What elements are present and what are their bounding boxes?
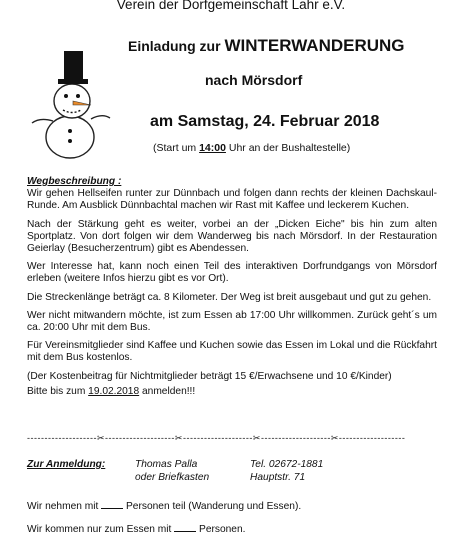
contact-name: Thomas Palla [135,459,198,470]
start-time: 14:00 [199,142,226,154]
cut-line: --------------------✂--------------------✂--------------------✂--------------------✂------------------- [27,433,406,443]
invitation-title [128,36,405,56]
dinner-prefix: Wir kommen nur zum Essen mit [27,524,175,535]
start-suffix: Uhr an der Bushaltestelle) [225,142,351,154]
registration-phone [250,459,323,484]
paragraph-3: Wer Interesse hat, kann noch einen Teil des interaktiven Dorfrundgangs von Mörsdorf erleben (weitere Infos hierzu gibt es vor Ort). [27,261,437,285]
paragraph-5: Wer nicht mitwandern möchte, ist zum Essen ab 17:00 Uhr willkommen. Zurück geht´s um ca. 20:00 Uhr mit dem Bus. [27,309,437,334]
destination: nach Mörsdorf [205,72,303,88]
dinner-blank[interactable] [174,522,196,532]
participation-line [27,499,301,512]
deadline-suffix: anmelden!!! [139,385,196,397]
participants-blank[interactable] [101,499,123,509]
org-header: Verein der Dorfgemeinschaft Lahr e.V. [116,0,346,12]
route-description [27,176,437,404]
route-heading: Wegbeschreibung : [27,176,122,187]
start-info [153,142,350,154]
deadline-prefix: Bitte bis zum [27,385,89,397]
address: Hauptstr. 71 [250,471,306,483]
paragraph-7: (Der Kostenbeitrag für Nichtmitglieder beträgt 15 €/Erwachsene und 10 €/Kinder) [27,370,392,382]
registration-label: Zur Anmeldung: [27,459,106,470]
invitation-prefix: Einladung zur [128,38,225,54]
paragraph-2: Nach der Stärkung geht es weiter, vorbei an der „Dicken Eiche" bis hin zum alten Sportplatz. Von dort folgen wir dem Wanderweg bis nach Mörsdorf. In der Restauration Geierlay (Besucherzentrum) gibt es Abendessen. [27,218,437,255]
paragraph-6: Für Vereinsmitglieder sind Kaffee und Kuchen sowie das Essen im Lokal und die Rückfahrt mit dem Bus kostenlos. [27,340,437,364]
deadline-date: 19.02.2018 [88,385,140,397]
participation-prefix: Wir nehmen mit [27,501,102,512]
registration-contact [135,459,209,484]
snowman-illustration [24,33,124,163]
contact-alt: oder Briefkasten [135,471,210,483]
event-date: am Samstag, 24. Februar 2018 [150,113,380,130]
paragraph-1: Wir gehen Hellseifen runter zur Dünnbach und folgen dann rechts der kleinen Dachskaul-Runde. Am Ausblick Dünnbachtal machen wir Rast mit Kaffee und leckerem Kuchen. [27,188,437,212]
paragraph-8 [27,386,437,398]
phone-number: Tel. 02672-1881 [250,459,324,470]
paragraph-4: Die Streckenlänge beträgt ca. 8 Kilometer. Der Weg ist breit ausgebaut und gut zu gehen. [27,291,432,303]
dinner-suffix: Personen. [196,524,246,535]
event-name: WINTERWANDERUNG [224,36,405,55]
dinner-only-line [27,522,245,535]
participation-suffix: Personen teil (Wanderung und Essen). [123,501,302,512]
start-prefix: (Start um [153,142,200,154]
